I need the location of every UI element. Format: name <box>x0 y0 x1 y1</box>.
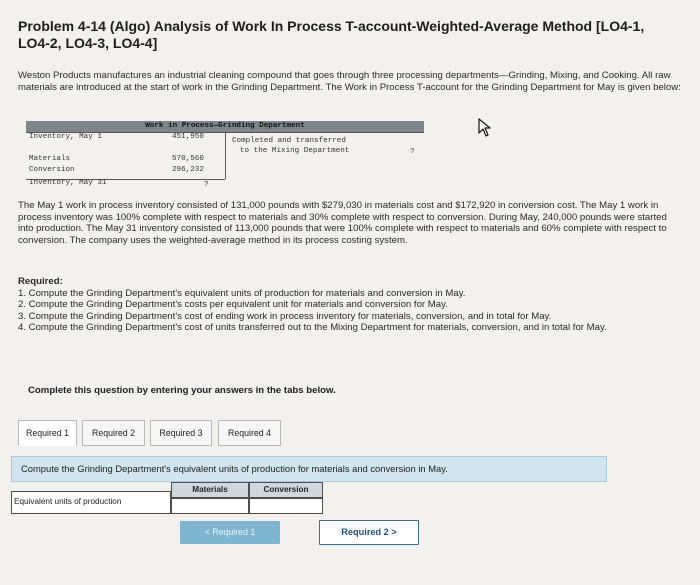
t-row-label: Inventory, May 1 <box>29 133 102 141</box>
t-account-divider <box>225 132 226 179</box>
t-right-label-line1: Completed and transferred <box>232 137 346 145</box>
t-row-value: ? <box>204 181 209 189</box>
required-item: 1. Compute the Grinding Department's equivalent units of production for materials and conversion in May. <box>18 287 466 299</box>
t-right-value: ? <box>410 148 415 156</box>
required-section <box>18 276 682 334</box>
problem-title: Problem 4-14 (Algo) Analysis of Work In Process T-account-Weighted-Average Method [LO4-1, LO4-2, LO4-3, LO4-4] <box>18 18 645 51</box>
complete-instructions: Complete this question by entering your answers in the tabs below. <box>28 385 336 396</box>
t-row-label: Materials <box>29 155 71 163</box>
required-item: 4. Compute the Grinding Department's cost of units transferred out to the Mixing Department for materials, conversion, and in total for May. <box>18 322 607 333</box>
work-in-process-t-account <box>26 121 424 191</box>
t-row-value: 570,560 <box>172 155 204 163</box>
tab-required-2[interactable]: Required 2 <box>82 420 145 446</box>
tab-required-1[interactable]: Required 1 <box>18 420 77 446</box>
next-required-button[interactable]: Required 2 > <box>319 520 419 545</box>
intro-paragraph: Weston Products manufactures an industrial cleaning compound that goes through three processing departments—Grinding, Mixing, and Cooking. All raw materials are introduced at the start of work in the Grinding Department. The Work in Process T-account for the Grinding Department for May is given below: <box>18 70 681 93</box>
question-instruction: Compute the Grinding Department's equivalent units of production for materials and conversion in May. <box>11 456 607 482</box>
tab-required-4[interactable]: Required 4 <box>218 420 281 446</box>
required-item: 3. Compute the Grinding Department's cost of ending work in process inventory for materials, conversion, and in total for May. <box>18 310 552 322</box>
tab-required-3[interactable]: Required 3 <box>150 420 212 446</box>
t-row-value: 296,232 <box>172 166 204 174</box>
t-right-label-line2: to the Mixing Department <box>240 147 350 155</box>
required-item: 2. Compute the Grinding Department's costs per equivalent unit for materials and conversion for May. <box>18 299 448 310</box>
equivalent-units-row-label: Equivalent units of production <box>11 491 171 514</box>
materials-equivalent-units-input[interactable] <box>171 498 249 514</box>
materials-column-header: Materials <box>171 482 249 498</box>
conversion-equivalent-units-input[interactable] <box>249 498 323 514</box>
t-row-value: 451,950 <box>172 133 204 141</box>
previous-required-button[interactable]: < Required 1 <box>180 521 280 544</box>
t-row-label: Inventory, May 31 <box>29 179 107 187</box>
required-heading: Required: <box>18 276 63 287</box>
t-account-header: Work in Process—Grinding Department <box>26 121 424 132</box>
t-row-label: Conversion <box>29 166 75 174</box>
problem-details: The May 1 work in process inventory consisted of 131,000 pounds with $279,030 in materials cost and $172,920 in conversion cost. The May 1 work in process inventory was 100% complete with respect to materials and 30% complete with respect to conversion. During May, 240,000 pounds were started into production. The May 31 inventory consisted of 113,000 pounds that were 100% complete with respect to materials and 60% complete with respect to conversion. The company uses the weighted-average method in its process costing system. <box>18 200 667 246</box>
mouse-pointer-icon <box>478 118 494 138</box>
conversion-column-header: Conversion <box>249 482 323 498</box>
